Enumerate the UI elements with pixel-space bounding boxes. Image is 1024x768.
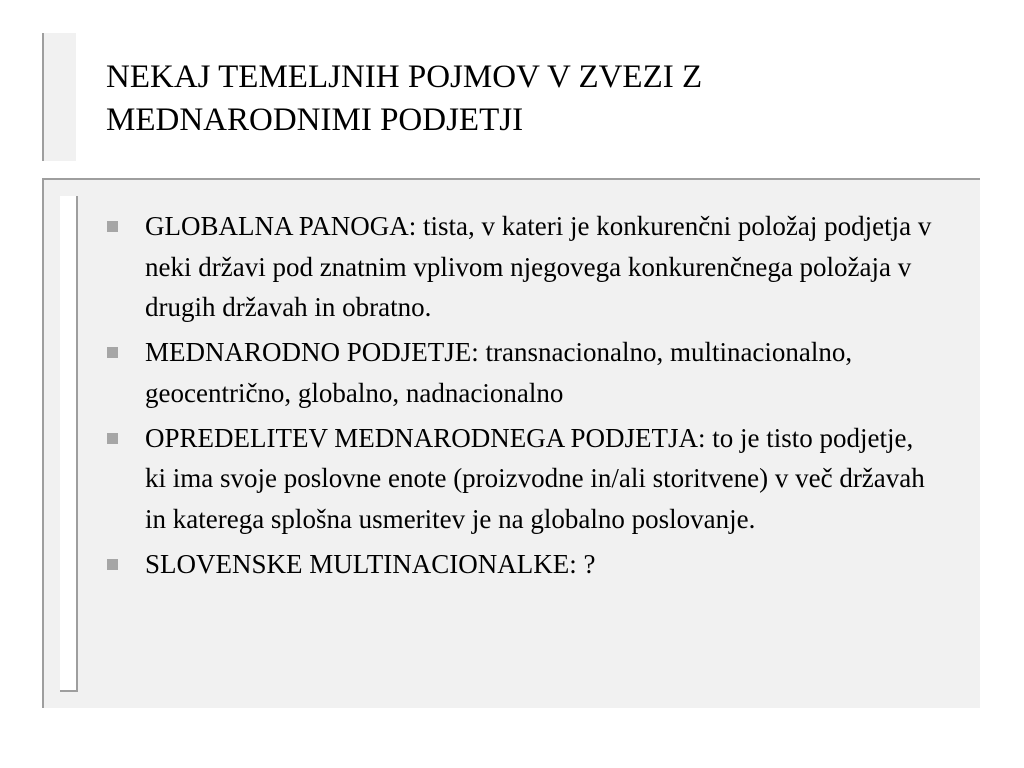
title-decoration [42,33,76,161]
content-decoration [60,196,78,692]
bullet-item [104,544,934,585]
bullet-item [104,206,934,328]
bullet-text: GLOBALNA PANOGA: tista, v kateri je konkurenčni položaj podjetja v neki državi pod znatnim vplivom njegovega konkurenčnega položaja v drugih državah in obratno. [145,211,932,323]
bullet-text: OPREDELITEV MEDNARODNEGA PODJETJA: to je tisto podjetje, ki ima svoje poslovne enote (proizvodne in/ali storitvene) v več državah in katerega splošna usmeritev je na globalno poslovanje. [145,422,925,534]
square-bullet-icon [107,433,118,444]
slide-title-line-1: NEKAJ TEMELJNIH POJMOV V ZVEZI Z [106,59,703,95]
slide-title [106,56,966,142]
bullet-list [104,206,934,588]
bullet-item [104,418,934,540]
square-bullet-icon [107,221,118,232]
square-bullet-icon [107,559,118,570]
bullet-item [104,332,934,413]
square-bullet-icon [107,347,118,358]
bullet-text: SLOVENSKE MULTINACIONALKE: ? [145,548,596,579]
slide-title-line-2: MEDNARODNIMI PODJETJI [106,102,524,138]
bullet-text: MEDNARODNO PODJETJE: transnacionalno, multinacionalno, geocentrično, globalno, nadnacionalno [145,337,853,408]
